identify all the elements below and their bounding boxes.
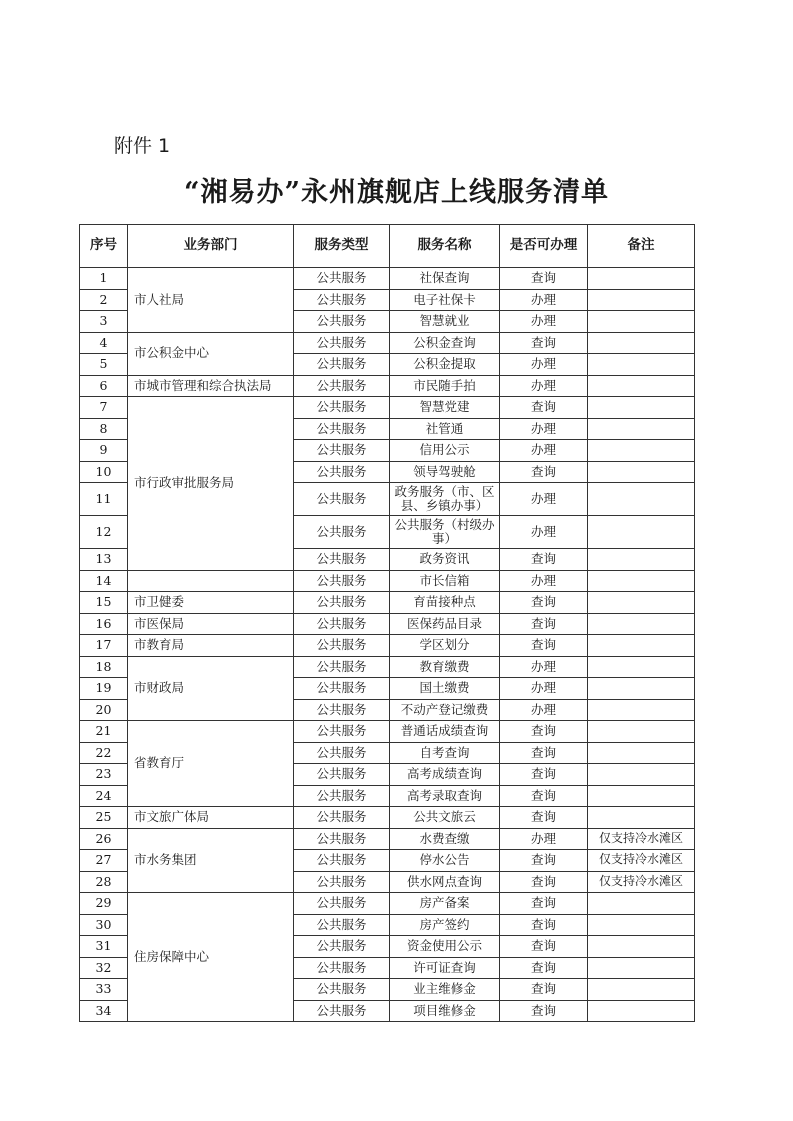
- table-row: [80, 375, 695, 397]
- handle-status-cell: 办理: [500, 418, 588, 440]
- service-name-cell: 学区划分: [390, 635, 500, 657]
- service-type-cell: 公共服务: [294, 871, 390, 893]
- note-cell: [588, 516, 695, 549]
- service-type-cell: 公共服务: [294, 440, 390, 462]
- service-name-cell: 市民随手拍: [390, 375, 500, 397]
- service-name-cell: 社管通: [390, 418, 500, 440]
- handle-status-cell: 查询: [500, 592, 588, 614]
- note-cell: [588, 699, 695, 721]
- handle-status-cell: 查询: [500, 785, 588, 807]
- handle-status-cell: 办理: [500, 678, 588, 700]
- handle-status-cell: 办理: [500, 440, 588, 462]
- service-name-cell: 停水公告: [390, 850, 500, 872]
- handle-status-cell: 查询: [500, 461, 588, 483]
- table-row: [80, 721, 695, 743]
- table-row: [80, 828, 695, 850]
- table-row: [80, 268, 695, 290]
- row-number-cell: 20: [80, 699, 128, 721]
- row-number-cell: 18: [80, 656, 128, 678]
- table-row: [80, 592, 695, 614]
- service-name-cell: 高考成绩查询: [390, 764, 500, 786]
- table-row: [80, 397, 695, 419]
- note-cell: 仅支持冷水滩区: [588, 850, 695, 872]
- handle-status-cell: 查询: [500, 850, 588, 872]
- note-cell: [588, 461, 695, 483]
- handle-status-cell: 查询: [500, 742, 588, 764]
- row-number-cell: 22: [80, 742, 128, 764]
- table-header: [80, 225, 695, 268]
- note-cell: [588, 483, 695, 516]
- row-number-cell: 19: [80, 678, 128, 700]
- department-cell: [128, 570, 294, 592]
- handle-status-cell: 办理: [500, 483, 588, 516]
- service-name-cell: 政务资讯: [390, 549, 500, 571]
- service-name-cell: 房产备案: [390, 893, 500, 915]
- service-name-cell: 项目维修金: [390, 1000, 500, 1022]
- note-cell: [588, 613, 695, 635]
- note-cell: [588, 549, 695, 571]
- service-name-cell: 电子社保卡: [390, 289, 500, 311]
- note-cell: [588, 656, 695, 678]
- service-name-cell: 教育缴费: [390, 656, 500, 678]
- note-cell: [588, 785, 695, 807]
- service-type-cell: 公共服务: [294, 807, 390, 829]
- department-cell: 市公积金中心: [128, 332, 294, 375]
- row-number-cell: 32: [80, 957, 128, 979]
- service-type-cell: 公共服务: [294, 461, 390, 483]
- header-note: 备注: [588, 225, 695, 268]
- row-number-cell: 13: [80, 549, 128, 571]
- header-type: 服务类型: [294, 225, 390, 268]
- row-number-cell: 3: [80, 311, 128, 333]
- department-cell: 住房保障中心: [128, 893, 294, 1022]
- service-name-cell: 自考查询: [390, 742, 500, 764]
- table-row: [80, 893, 695, 915]
- row-number-cell: 26: [80, 828, 128, 850]
- header-dept: 业务部门: [128, 225, 294, 268]
- table-row: [80, 807, 695, 829]
- note-cell: [588, 721, 695, 743]
- service-type-cell: 公共服务: [294, 332, 390, 354]
- service-type-cell: 公共服务: [294, 678, 390, 700]
- handle-status-cell: 查询: [500, 332, 588, 354]
- service-name-cell: 普通话成绩查询: [390, 721, 500, 743]
- header-handle: 是否可办理: [500, 225, 588, 268]
- note-cell: [588, 914, 695, 936]
- row-number-cell: 1: [80, 268, 128, 290]
- handle-status-cell: 查询: [500, 979, 588, 1001]
- handle-status-cell: 查询: [500, 893, 588, 915]
- service-name-cell: 育苗接种点: [390, 592, 500, 614]
- handle-status-cell: 查询: [500, 957, 588, 979]
- handle-status-cell: 办理: [500, 354, 588, 376]
- row-number-cell: 34: [80, 1000, 128, 1022]
- service-type-cell: 公共服务: [294, 785, 390, 807]
- row-number-cell: 28: [80, 871, 128, 893]
- note-cell: [588, 979, 695, 1001]
- note-cell: [588, 1000, 695, 1022]
- row-number-cell: 9: [80, 440, 128, 462]
- row-number-cell: 6: [80, 375, 128, 397]
- service-type-cell: 公共服务: [294, 354, 390, 376]
- handle-status-cell: 办理: [500, 289, 588, 311]
- handle-status-cell: 查询: [500, 397, 588, 419]
- service-type-cell: 公共服务: [294, 957, 390, 979]
- row-number-cell: 2: [80, 289, 128, 311]
- service-type-cell: 公共服务: [294, 828, 390, 850]
- service-type-cell: 公共服务: [294, 699, 390, 721]
- service-type-cell: 公共服务: [294, 1000, 390, 1022]
- service-type-cell: 公共服务: [294, 914, 390, 936]
- row-number-cell: 5: [80, 354, 128, 376]
- service-name-cell: 国土缴费: [390, 678, 500, 700]
- handle-status-cell: 办理: [500, 516, 588, 549]
- table-row: [80, 613, 695, 635]
- service-name-cell: 公共文旅云: [390, 807, 500, 829]
- department-cell: 市医保局: [128, 613, 294, 635]
- header-row: [80, 225, 695, 268]
- note-cell: [588, 893, 695, 915]
- service-name-cell: 政务服务（市、区县、乡镇办事）: [390, 483, 500, 516]
- table-body: [80, 268, 695, 1022]
- department-cell: 市财政局: [128, 656, 294, 721]
- service-name-cell: 资金使用公示: [390, 936, 500, 958]
- table-row: [80, 570, 695, 592]
- note-cell: [588, 418, 695, 440]
- note-cell: [588, 354, 695, 376]
- row-number-cell: 10: [80, 461, 128, 483]
- service-type-cell: 公共服务: [294, 656, 390, 678]
- service-name-cell: 信用公示: [390, 440, 500, 462]
- service-type-cell: 公共服务: [294, 613, 390, 635]
- service-name-cell: 社保查询: [390, 268, 500, 290]
- handle-status-cell: 查询: [500, 549, 588, 571]
- row-number-cell: 21: [80, 721, 128, 743]
- service-type-cell: 公共服务: [294, 549, 390, 571]
- row-number-cell: 24: [80, 785, 128, 807]
- service-type-cell: 公共服务: [294, 418, 390, 440]
- note-cell: [588, 678, 695, 700]
- handle-status-cell: 查询: [500, 613, 588, 635]
- service-type-cell: 公共服务: [294, 635, 390, 657]
- handle-status-cell: 查询: [500, 1000, 588, 1022]
- service-name-cell: 智慧党建: [390, 397, 500, 419]
- row-number-cell: 23: [80, 764, 128, 786]
- row-number-cell: 27: [80, 850, 128, 872]
- service-type-cell: 公共服务: [294, 764, 390, 786]
- attachment-label: 附件 1: [114, 135, 171, 157]
- handle-status-cell: 查询: [500, 268, 588, 290]
- department-cell: 市卫健委: [128, 592, 294, 614]
- note-cell: [588, 936, 695, 958]
- row-number-cell: 11: [80, 483, 128, 516]
- service-type-cell: 公共服务: [294, 516, 390, 549]
- service-type-cell: 公共服务: [294, 483, 390, 516]
- note-cell: [588, 289, 695, 311]
- handle-status-cell: 办理: [500, 699, 588, 721]
- department-cell: 市文旅广体局: [128, 807, 294, 829]
- row-number-cell: 7: [80, 397, 128, 419]
- note-cell: [588, 440, 695, 462]
- note-cell: 仅支持冷水滩区: [588, 828, 695, 850]
- service-type-cell: 公共服务: [294, 936, 390, 958]
- service-name-cell: 领导驾驶舱: [390, 461, 500, 483]
- service-type-cell: 公共服务: [294, 268, 390, 290]
- note-cell: [588, 570, 695, 592]
- service-name-cell: 公共服务（村级办事）: [390, 516, 500, 549]
- note-cell: 仅支持冷水滩区: [588, 871, 695, 893]
- row-number-cell: 31: [80, 936, 128, 958]
- note-cell: [588, 957, 695, 979]
- service-name-cell: 供水网点查询: [390, 871, 500, 893]
- row-number-cell: 14: [80, 570, 128, 592]
- table-row: [80, 635, 695, 657]
- header-no: 序号: [80, 225, 128, 268]
- service-name-cell: 公积金查询: [390, 332, 500, 354]
- service-name-cell: 医保药品目录: [390, 613, 500, 635]
- row-number-cell: 17: [80, 635, 128, 657]
- note-cell: [588, 268, 695, 290]
- service-type-cell: 公共服务: [294, 570, 390, 592]
- service-name-cell: 水费查缴: [390, 828, 500, 850]
- department-cell: 省教育厅: [128, 721, 294, 807]
- row-number-cell: 4: [80, 332, 128, 354]
- row-number-cell: 33: [80, 979, 128, 1001]
- handle-status-cell: 办理: [500, 656, 588, 678]
- row-number-cell: 29: [80, 893, 128, 915]
- handle-status-cell: 办理: [500, 828, 588, 850]
- service-type-cell: 公共服务: [294, 850, 390, 872]
- note-cell: [588, 592, 695, 614]
- table-row: [80, 332, 695, 354]
- note-cell: [588, 397, 695, 419]
- handle-status-cell: 查询: [500, 936, 588, 958]
- service-name-cell: 房产签约: [390, 914, 500, 936]
- note-cell: [588, 742, 695, 764]
- service-name-cell: 智慧就业: [390, 311, 500, 333]
- row-number-cell: 30: [80, 914, 128, 936]
- handle-status-cell: 查询: [500, 721, 588, 743]
- handle-status-cell: 查询: [500, 764, 588, 786]
- row-number-cell: 15: [80, 592, 128, 614]
- note-cell: [588, 635, 695, 657]
- service-type-cell: 公共服务: [294, 721, 390, 743]
- row-number-cell: 25: [80, 807, 128, 829]
- service-type-cell: 公共服务: [294, 742, 390, 764]
- service-name-cell: 不动产登记缴费: [390, 699, 500, 721]
- note-cell: [588, 375, 695, 397]
- service-name-cell: 公积金提取: [390, 354, 500, 376]
- row-number-cell: 16: [80, 613, 128, 635]
- department-cell: 市人社局: [128, 268, 294, 333]
- note-cell: [588, 311, 695, 333]
- department-cell: 市行政审批服务局: [128, 397, 294, 571]
- note-cell: [588, 764, 695, 786]
- service-type-cell: 公共服务: [294, 397, 390, 419]
- service-type-cell: 公共服务: [294, 592, 390, 614]
- row-number-cell: 12: [80, 516, 128, 549]
- department-cell: 市教育局: [128, 635, 294, 657]
- service-name-cell: 业主维修金: [390, 979, 500, 1001]
- row-number-cell: 8: [80, 418, 128, 440]
- handle-status-cell: 查询: [500, 635, 588, 657]
- service-name-cell: 市长信箱: [390, 570, 500, 592]
- handle-status-cell: 办理: [500, 375, 588, 397]
- service-type-cell: 公共服务: [294, 893, 390, 915]
- service-type-cell: 公共服务: [294, 375, 390, 397]
- handle-status-cell: 查询: [500, 914, 588, 936]
- table-row: [80, 656, 695, 678]
- header-name: 服务名称: [390, 225, 500, 268]
- service-type-cell: 公共服务: [294, 979, 390, 1001]
- note-cell: [588, 332, 695, 354]
- service-type-cell: 公共服务: [294, 311, 390, 333]
- service-type-cell: 公共服务: [294, 289, 390, 311]
- department-cell: 市水务集团: [128, 828, 294, 893]
- handle-status-cell: 查询: [500, 871, 588, 893]
- note-cell: [588, 807, 695, 829]
- handle-status-cell: 办理: [500, 311, 588, 333]
- document-title: “湘易办”永州旗舰店上线服务清单: [183, 177, 610, 208]
- handle-status-cell: 办理: [500, 570, 588, 592]
- service-name-cell: 高考录取查询: [390, 785, 500, 807]
- service-table: [79, 224, 695, 1022]
- department-cell: 市城市管理和综合执法局: [128, 375, 294, 397]
- service-name-cell: 许可证查询: [390, 957, 500, 979]
- handle-status-cell: 查询: [500, 807, 588, 829]
